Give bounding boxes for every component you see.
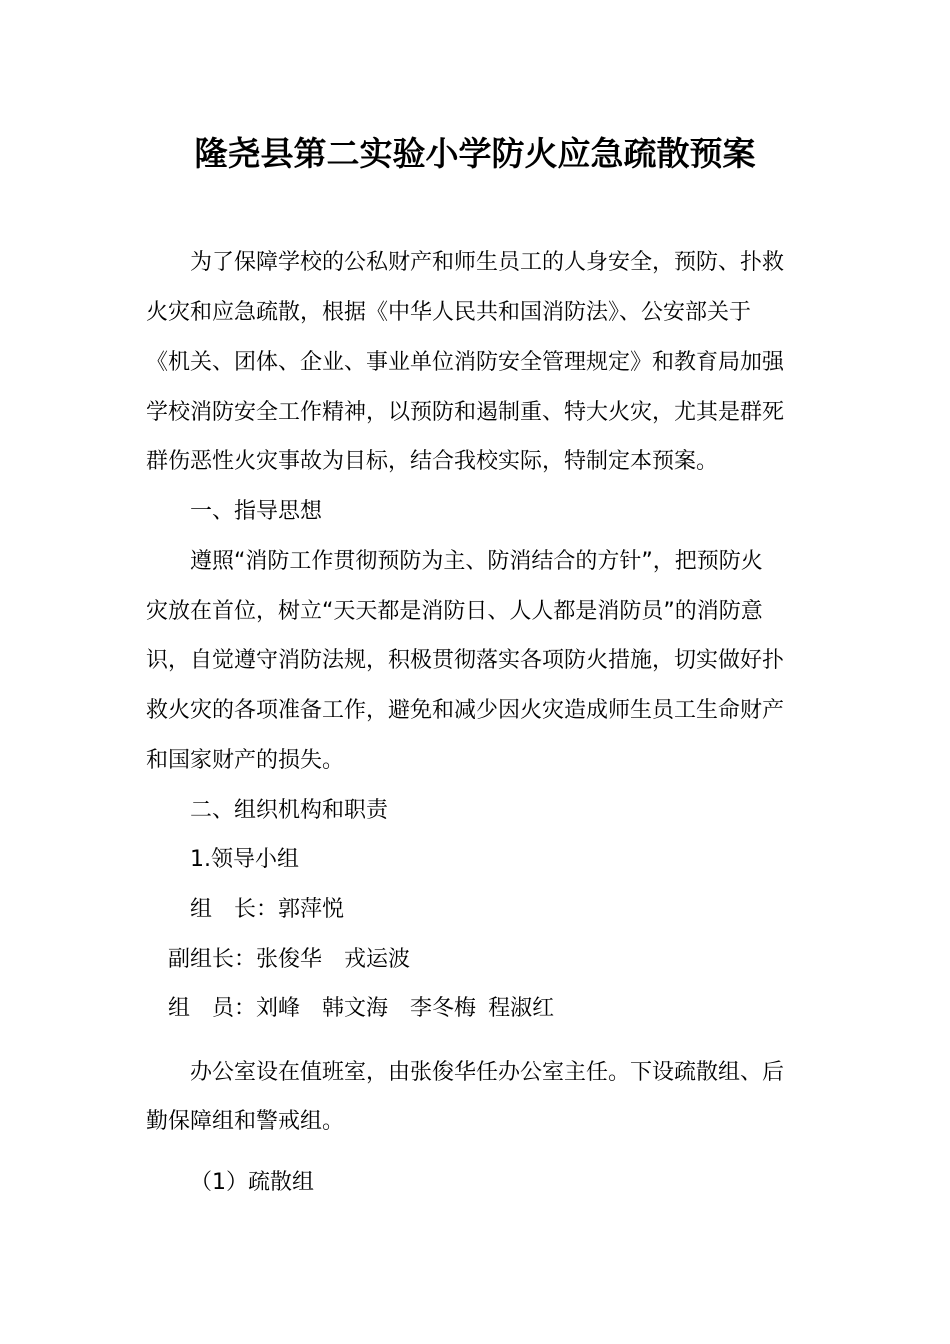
- member-name-1: 刘峰: [256, 996, 301, 1021]
- member-name-2: 韩文海: [322, 996, 389, 1021]
- deputy-name-1: 张俊华: [256, 947, 323, 972]
- document-title: 隆尧县第二实验小学防火应急疏散预案: [194, 134, 756, 173]
- member-label: 组 员：: [168, 996, 257, 1021]
- section1-line-1: 遵照“消防工作贯彻预防为主、防消结合的方针”，把预防火: [190, 549, 763, 574]
- section1-line-2: 灾放在首位，树立“天天都是消防日、人人都是消防员”的消防意: [146, 599, 763, 624]
- intro-line-5: 群伤恶性火灾事故为目标，结合我校实际，特制定本预案。: [146, 449, 719, 474]
- intro-line-2: 火灾和应急疏散，根据《中华人民共和国消防法》、公安部关于: [146, 300, 752, 325]
- deputy-row: [168, 945, 410, 975]
- leader-row: [190, 895, 344, 925]
- member-name-4: 程淑红: [488, 996, 555, 1021]
- section1-line-3: 识，自觉遵守消防法规，积极贯彻落实各项防火措施，切实做好扑: [146, 648, 785, 673]
- office-line-1: 办公室设在值班室，由张俊华任办公室主任。下设疏散组、后: [190, 1060, 785, 1085]
- deputy-label: 副组长：: [168, 947, 257, 972]
- section1-line-5: 和国家财产的损失。: [146, 748, 345, 773]
- leader-label: 组 长：: [190, 897, 279, 922]
- member-row: [168, 994, 554, 1024]
- intro-line-1: 为了保障学校的公私财产和师生员工的人身安全，预防、扑救: [190, 250, 785, 275]
- leader-name: 郭萍悦: [278, 897, 345, 922]
- deputy-name-2: 戎运波: [344, 947, 411, 972]
- office-line-2: 勤保障组和警戒组。: [146, 1109, 345, 1134]
- member-name-3: 李冬梅: [410, 996, 477, 1021]
- subsection1-heading: 1.领导小组: [190, 847, 299, 872]
- section2-heading: 二、组织机构和职责: [190, 798, 389, 823]
- section1-heading: 一、指导思想: [190, 499, 323, 524]
- intro-line-3: 《机关、团体、企业、事业单位消防安全管理规定》和教育局加强: [146, 350, 785, 375]
- section1-line-4: 救火灾的各项准备工作，避免和减少因火灾造成师生员工生命财产: [146, 698, 785, 723]
- group1-heading: （1）疏散组: [190, 1170, 314, 1195]
- intro-line-4: 学校消防安全工作精神，以预防和遏制重、特大火灾，尤其是群死: [146, 400, 785, 425]
